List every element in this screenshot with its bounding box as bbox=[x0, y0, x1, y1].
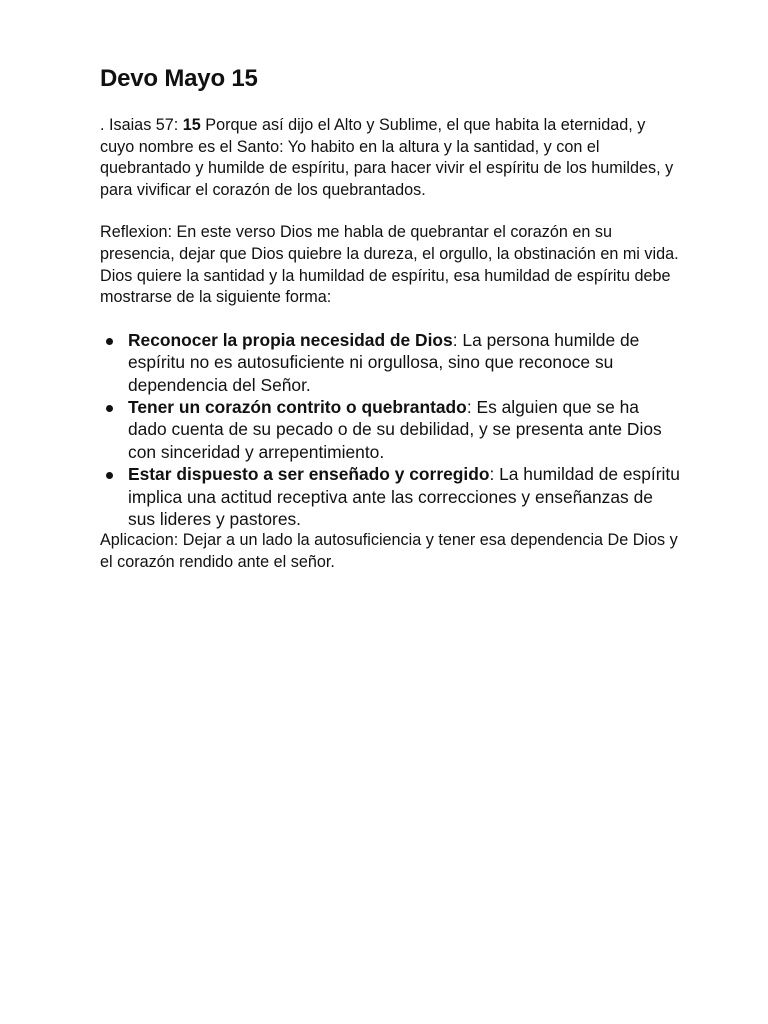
list-item bbox=[100, 463, 680, 530]
bullet-icon bbox=[106, 405, 113, 412]
verse-paragraph bbox=[100, 115, 680, 201]
list-item bbox=[100, 396, 680, 463]
point-heading: Tener un corazón contrito o quebrantado bbox=[128, 396, 467, 417]
document-page bbox=[100, 62, 680, 574]
list-item bbox=[100, 329, 680, 396]
verse-number: 15 bbox=[182, 116, 201, 134]
aplicacion-paragraph: Aplicacion: Dejar a un lado la autosuficiencia y tener esa dependencia De Dios y el corazón rendido ante el señor. bbox=[100, 531, 678, 571]
point-text: : La persona humilde de espíritu no es autosuficiente ni orgullosa, sino que reconoce su dependencia del Señor. bbox=[128, 329, 640, 395]
bullet-icon bbox=[106, 338, 113, 345]
verse-reference: . Isaias 57: bbox=[100, 116, 183, 134]
point-heading: Estar dispuesto a ser enseñado y corregido bbox=[128, 464, 490, 485]
point-text: : Es alguien que se ha dado cuenta de su pecado o de su debilidad, y se presenta ante Dios con sinceridad y arrepentimiento. bbox=[128, 396, 662, 462]
page-title: Devo Mayo 15 bbox=[100, 65, 258, 92]
reflexion-paragraph: Reflexion: En este verso Dios me habla de quebrantar el corazón en su presencia, dejar que Dios quiebre la dureza, el orgullo, la obstinación en mi vida. Dios quiere la santidad y la humildad de espíritu, esa humildad de espíritu debe mostrarse de la siguiente forma: bbox=[100, 223, 679, 307]
points-list bbox=[100, 329, 680, 531]
bullet-icon bbox=[106, 472, 113, 479]
verse-text: Porque así dijo el Alto y Sublime, el que habita la eternidad, y cuyo nombre es el Santo: Yo habito en la altura y la santidad, y con el quebrantado y humilde de espíritu, para hacer vivir el espíritu de los humildes, y para vivificar el corazón de los quebrantados. bbox=[100, 116, 674, 199]
point-text: : La humildad de espíritu implica una actitud receptiva ante las correcciones y enseñanzas de sus lideres y pastores. bbox=[128, 464, 680, 529]
point-heading: Reconocer la propia necesidad de Dios bbox=[128, 329, 453, 350]
